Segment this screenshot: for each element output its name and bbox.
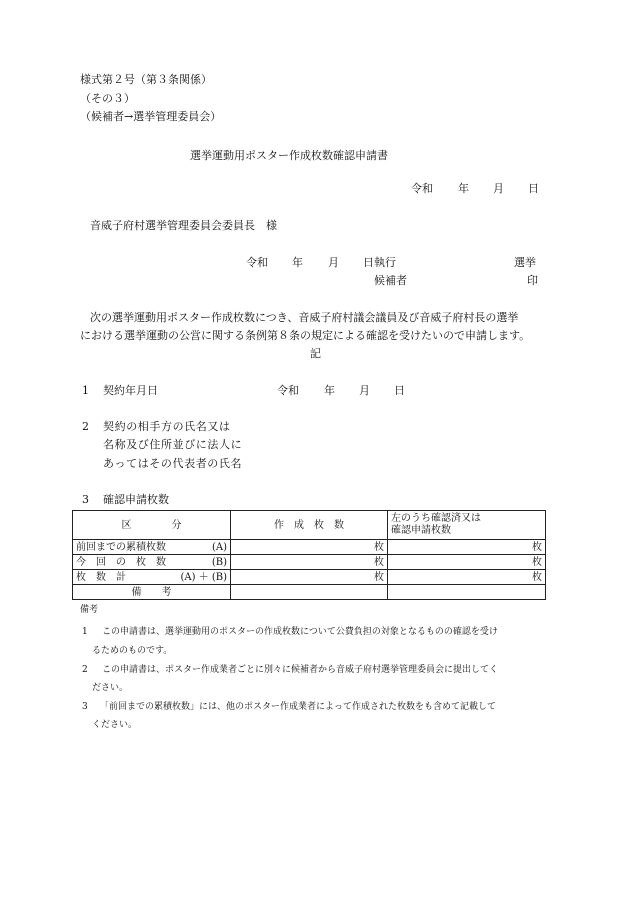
- row-label-code: (B): [211, 556, 227, 568]
- row-label-text: 前回までの累積枚数: [76, 541, 166, 553]
- election-era: 令和: [246, 256, 268, 269]
- confirmed-count-cell[interactable]: 枚: [388, 540, 546, 555]
- produced-count-cell[interactable]: 枚: [231, 540, 388, 555]
- row-label-text: 今 回 の 枚 数: [76, 556, 166, 568]
- item2-line-3: あってはその代表者の氏名: [103, 457, 243, 470]
- note2-line-2: ださい。: [92, 683, 129, 693]
- form-direction: （候補者→選挙管理委員会）: [80, 110, 222, 123]
- header-category: 区 分: [73, 511, 231, 540]
- addressee: 音威子府村選挙管理委員会委員長 様: [90, 219, 277, 232]
- item3-label: 確認申請枚数: [103, 493, 169, 506]
- notes-heading: 備考: [80, 605, 99, 615]
- item1-label: 契約年月日: [103, 384, 158, 397]
- note1-number: 1: [82, 627, 88, 637]
- table-header-row: [73, 511, 546, 540]
- note2-number: 2: [82, 665, 88, 675]
- note2-line-1: この申請書は、ポスター作成業者ごとに別々に候補者から音威子府村選挙管理委員会に提出してく: [102, 665, 499, 675]
- confirmed-count-cell[interactable]: 枚: [388, 555, 546, 570]
- row-label-text: 枚 数 計: [76, 571, 126, 583]
- remarks-label: 備 考: [73, 585, 231, 600]
- date-era: 令和: [411, 182, 433, 195]
- header-confirmed-line-1: 左のうち確認済又は: [391, 512, 481, 524]
- remarks-cell-2[interactable]: [388, 585, 546, 600]
- item1-year: 年: [324, 384, 335, 397]
- header-confirmed-count: [388, 511, 546, 540]
- candidate-label: 候補者: [374, 274, 407, 287]
- note3-line-2: ください。: [92, 720, 138, 730]
- date-day: 日: [528, 182, 539, 195]
- table-row: [73, 570, 546, 585]
- confirmed-count-cell[interactable]: 枚: [388, 570, 546, 585]
- note3-number: 3: [82, 702, 88, 712]
- document-title: 選挙運動用ポスター作成枚数確認申請書: [190, 149, 388, 162]
- item1-day: 日: [394, 384, 405, 397]
- date-month: 月: [493, 182, 504, 195]
- item2-number: 2: [82, 420, 89, 433]
- form-number: 様式第２号（第３条関係）: [80, 73, 212, 86]
- item2-line-1: 契約の相手方の氏名又は: [103, 420, 231, 433]
- row-label-code: (A) ＋ (B): [180, 571, 227, 583]
- header-confirmed-line-2: 確認申請枚数: [391, 525, 451, 536]
- body-line-1: 次の選挙運動用ポスター作成枚数につき、音威子府村議会議員及び音威子府村長の選挙: [90, 311, 519, 324]
- seal-mark: 印: [527, 274, 538, 287]
- body-line-2: における選挙運動の公営に関する条例第８条の規定による確認を受けたいので申請します。: [80, 329, 531, 342]
- item1-month: 月: [359, 384, 370, 397]
- row-label: [73, 570, 231, 585]
- note3-line-1: 「前回までの累積枚数」には、他のポスター作成業者によって作成された枚数をも含めて記載して: [100, 702, 497, 712]
- row-label: [73, 555, 231, 570]
- row-label: [73, 540, 231, 555]
- count-table: [72, 510, 546, 600]
- date-year: 年: [458, 182, 469, 195]
- election-month: 月: [328, 256, 339, 269]
- produced-count-cell[interactable]: 枚: [231, 555, 388, 570]
- item2-line-2: 名称及び住所並びに法人に: [103, 438, 243, 451]
- produced-count-cell[interactable]: 枚: [231, 570, 388, 585]
- remarks-cell[interactable]: [231, 585, 388, 600]
- note1-line-1: この申請書は、選挙運動用のポスターの作成枚数について公費負担の対象となるものの確認を受け: [102, 627, 498, 637]
- header-produced-count: 作 成 枚 数: [231, 511, 388, 540]
- election-year: 年: [292, 256, 303, 269]
- table-row-remarks: [73, 585, 546, 600]
- election-label: 選挙: [514, 256, 536, 269]
- election-day-exec: 日執行: [363, 256, 396, 269]
- ki-heading: 記: [310, 347, 321, 360]
- item1-number: 1: [82, 384, 89, 397]
- table-row: [73, 555, 546, 570]
- item1-era: 令和: [277, 384, 299, 397]
- form-sub-number: （その３）: [80, 92, 135, 105]
- row-label-code: (A): [211, 541, 227, 553]
- item3-number: 3: [82, 493, 89, 506]
- note1-line-2: るためのものです。: [92, 646, 173, 656]
- table-row: [73, 540, 546, 555]
